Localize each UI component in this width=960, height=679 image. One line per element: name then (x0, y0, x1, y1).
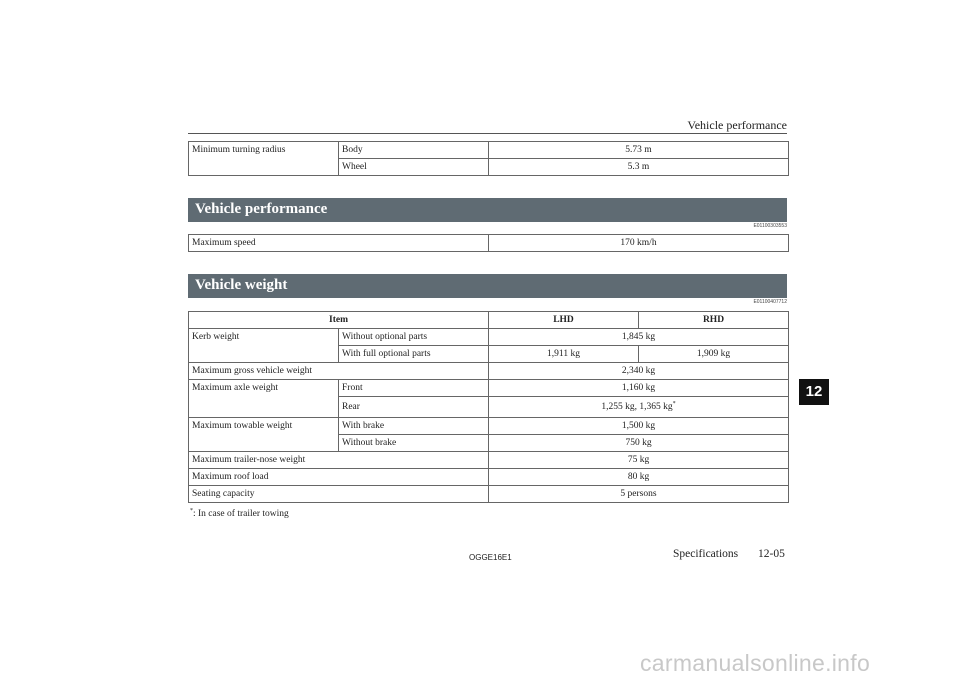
table-row (189, 380, 789, 397)
section-heading-weight: Vehicle weight (188, 274, 787, 298)
vehicle-weight-table (188, 311, 789, 503)
towable-brake-value: 1,500 kg (489, 418, 789, 435)
running-header-title: Vehicle performance (687, 118, 787, 132)
axle-front-label: Front (339, 380, 489, 397)
footer-section-title: Specifications (673, 548, 739, 560)
seating-capacity-value: 5 persons (489, 486, 789, 503)
axle-rear-label: Rear (339, 397, 489, 418)
turning-radius-table (188, 141, 789, 176)
axle-weight-label: Maximum axle weight (189, 380, 339, 418)
table-row (189, 142, 789, 159)
gross-weight-label: Maximum gross vehicle weight (189, 363, 489, 380)
table-header-row (189, 312, 789, 329)
towable-nobrake-label: Without brake (339, 435, 489, 452)
footnote-text: : In case of trailer towing (193, 509, 289, 519)
turning-wheel-value: 5.3 m (489, 159, 789, 176)
section-heading-performance: Vehicle performance (188, 198, 787, 222)
column-header-lhd: LHD (489, 312, 639, 329)
column-header-rhd: RHD (639, 312, 789, 329)
column-header-item: Item (189, 312, 489, 329)
turning-body-value: 5.73 m (489, 142, 789, 159)
footnote-mark: * (190, 507, 193, 514)
table-row (189, 418, 789, 435)
table-row (189, 235, 789, 252)
footnote (190, 509, 289, 519)
trailer-nose-value: 75 kg (489, 452, 789, 469)
gross-weight-value: 2,340 kg (489, 363, 789, 380)
roof-load-value: 80 kg (489, 469, 789, 486)
max-speed-label: Maximum speed (189, 235, 489, 252)
section-code-weight: E01100407712 (753, 299, 787, 305)
turning-radius-label: Minimum turning radius (189, 142, 339, 176)
towable-weight-label: Maximum towable weight (189, 418, 339, 452)
table-row (189, 486, 789, 503)
chapter-tab: 12 (799, 379, 829, 405)
towable-nobrake-value: 750 kg (489, 435, 789, 452)
kerb-with-lhd-value: 1,911 kg (489, 346, 639, 363)
table-row (189, 452, 789, 469)
seating-capacity-label: Seating capacity (189, 486, 489, 503)
section-code-performance: E01100303553 (753, 223, 787, 229)
turning-wheel-label: Wheel (339, 159, 489, 176)
kerb-weight-label: Kerb weight (189, 329, 339, 363)
page-number: 12-05 (758, 548, 785, 560)
performance-table (188, 234, 789, 252)
towable-brake-label: With brake (339, 418, 489, 435)
kerb-with-rhd-value: 1,909 kg (639, 346, 789, 363)
kerb-without-value: 1,845 kg (489, 329, 789, 346)
axle-rear-cell (489, 397, 789, 418)
footnote-marker: * (672, 400, 676, 407)
max-speed-value: 170 km/h (489, 235, 789, 252)
turning-body-label: Body (339, 142, 489, 159)
kerb-without-label: Without optional parts (339, 329, 489, 346)
header-divider (188, 133, 787, 134)
axle-front-value: 1,160 kg (489, 380, 789, 397)
axle-rear-value: 1,255 kg, 1,365 kg (601, 402, 673, 412)
roof-load-label: Maximum roof load (189, 469, 489, 486)
table-row (189, 329, 789, 346)
trailer-nose-label: Maximum trailer-nose weight (189, 452, 489, 469)
kerb-with-label: With full optional parts (339, 346, 489, 363)
watermark: carmanualsonline.info (640, 650, 871, 676)
table-row (189, 363, 789, 380)
document-code: OGGE16E1 (469, 553, 512, 562)
table-row (189, 469, 789, 486)
